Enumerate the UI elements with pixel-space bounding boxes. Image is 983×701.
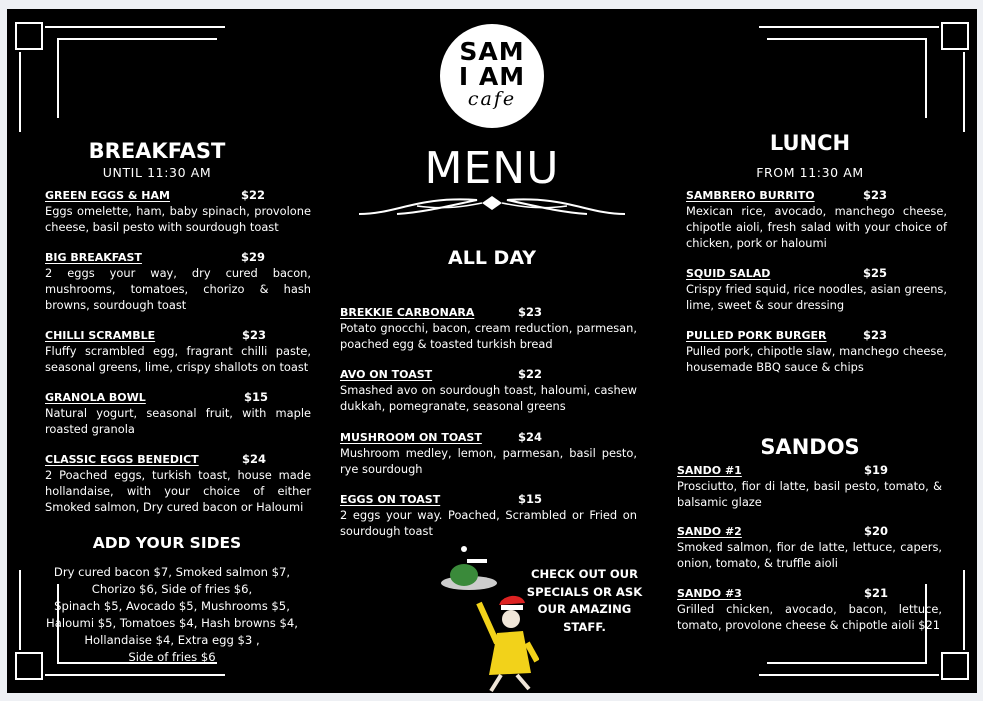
menu-item: [340, 304, 637, 352]
specials-note: [522, 566, 647, 636]
sides-line: Spinach $5, Avocado $5, Mushrooms $5,: [54, 599, 290, 613]
item-price: $24: [242, 452, 267, 466]
item-name: SANDO #2: [677, 525, 742, 538]
sandos-heading: SANDOS: [760, 435, 860, 459]
item-description: Mexican rice, avocado, manchego cheese, chipotle aioli, fresh salad with your choice of chicken, pork or haloumi: [686, 204, 947, 250]
menu-item: [686, 187, 947, 251]
cafe-logo: [440, 24, 544, 128]
item-name: BREKKIE CARBONARA: [340, 306, 475, 319]
item-name: SQUID SALAD: [686, 267, 771, 280]
specials-line: OUR AMAZING: [537, 602, 632, 616]
menu-item: [45, 327, 311, 375]
lunch-heading: LUNCH: [769, 131, 851, 155]
item-description: Mushroom medley, lemon, parmesan, basil pesto, rye sourdough: [340, 446, 637, 476]
lunch-subheading: FROM 11:30 AM: [756, 165, 864, 180]
item-price: $23: [518, 305, 543, 319]
item-name: AVO ON TOAST: [340, 368, 433, 381]
item-name: SANDO #3: [677, 587, 742, 600]
item-price: $22: [518, 367, 543, 381]
flourish-divider: [357, 190, 627, 220]
item-description: Eggs omelette, ham, baby spinach, provolone cheese, basil pesto with sourdough toast: [45, 204, 311, 234]
item-description: Potato gnocchi, bacon, cream reduction, parmesan, poached egg & toasted turkish bread: [340, 321, 637, 351]
item-name: GREEN EGGS & HAM: [45, 189, 170, 202]
sides-line: Hollandaise $4, Extra egg $3 ,: [84, 633, 260, 647]
item-price: $15: [244, 390, 269, 404]
menu-item: [677, 462, 942, 510]
sides-line: Dry cured bacon $7, Smoked salmon $7,: [53, 565, 291, 579]
menu-item: [686, 327, 947, 375]
item-description: Natural yogurt, seasonal fruit, with maple roasted granola: [45, 406, 311, 436]
item-name: MUSHROOM ON TOAST: [340, 431, 482, 444]
item-price: $22: [241, 188, 266, 202]
item-name: CHILLI SCRAMBLE: [45, 329, 156, 342]
item-price: $29: [241, 250, 266, 264]
item-price: $23: [863, 328, 888, 342]
item-description: 2 Poached eggs, turkish toast, house made hollandaise, with your choice of either Smoked salmon, Dry cured bacon or Haloumi: [45, 468, 311, 514]
allday-heading: ALL DAY: [448, 247, 536, 269]
specials-line: SPECIALS OR ASK: [526, 584, 643, 599]
item-price: $24: [518, 430, 543, 444]
item-description: Fluffy scrambled egg, fragrant chilli paste, seasonal greens, lime, crispy shallots on toast: [45, 344, 311, 374]
menu-item: [340, 366, 637, 414]
item-description: Grilled chicken, avocado, bacon, lettuce, tomato, provolone cheese & chipotle aioli $21: [677, 602, 942, 632]
item-price: $23: [242, 328, 267, 342]
menu-board: [7, 9, 977, 693]
sides-line: Side of fries $6: [128, 650, 216, 664]
menu-item: [340, 491, 637, 539]
item-name: SAMBRERO BURRITO: [686, 189, 815, 202]
menu-item: [45, 389, 311, 437]
menu-item: [677, 585, 942, 633]
item-description: Prosciutto, fior di latte, basil pesto, tomato, & balsamic glaze: [677, 479, 942, 509]
item-description: 2 eggs your way, dry cured bacon, mushrooms, tomatoes, chorizo & hash browns, sourdough toast: [45, 266, 311, 312]
item-price: $15: [518, 492, 543, 506]
menu-item: [340, 429, 637, 477]
sides-list: [37, 564, 307, 666]
item-description: Smashed avo on sourdough toast, haloumi, cashew dukkah, pomegranate, seasonal greens: [340, 383, 637, 413]
item-name: CLASSIC EGGS BENEDICT: [45, 453, 199, 466]
item-price: $23: [863, 188, 888, 202]
logo-line-1: SAM: [459, 37, 525, 66]
sides-line: Haloumi $5, Tomatoes $4, Hash browns $4,: [46, 616, 298, 630]
item-name: BIG BREAKFAST: [45, 251, 142, 264]
breakfast-heading: BREAKFAST: [88, 139, 226, 163]
menu-title: MENU: [424, 143, 560, 194]
item-description: Smoked salmon, fior de latte, lettuce, capers, onion, tomato, & truffle aioli: [677, 540, 942, 570]
menu-item: [45, 451, 311, 515]
menu-item: [677, 523, 942, 571]
item-description: Pulled pork, chipotle slaw, manchego cheese, housemade BBQ sauce & chips: [686, 344, 947, 374]
specials-line: CHECK OUT OUR: [530, 567, 639, 581]
item-price: $19: [864, 463, 889, 477]
menu-item: [45, 187, 311, 235]
item-name: EGGS ON TOAST: [340, 493, 441, 506]
sides-line: Chorizo $6, Side of fries $6,: [91, 582, 253, 596]
item-name: SANDO #1: [677, 464, 742, 477]
menu-item: [686, 265, 947, 313]
item-price: $21: [864, 586, 889, 600]
specials-line: STAFF.: [563, 619, 606, 634]
item-description: 2 eggs your way. Poached, Scrambled or Fried on sourdough toast: [340, 508, 637, 538]
menu-item: [45, 249, 311, 313]
sides-heading: ADD YOUR SIDES: [92, 534, 242, 552]
item-price: $20: [864, 524, 889, 538]
item-description: Crispy fried squid, rice noodles, asian greens, lime, sweet & sour dressing: [686, 282, 947, 312]
item-name: GRANOLA BOWL: [45, 391, 146, 404]
item-name: PULLED PORK BURGER: [686, 329, 827, 342]
logo-line-2: I AM: [458, 62, 526, 91]
breakfast-subheading: UNTIL 11:30 AM: [102, 165, 212, 180]
item-price: $25: [863, 266, 888, 280]
logo-line-3: cafe: [467, 88, 517, 110]
